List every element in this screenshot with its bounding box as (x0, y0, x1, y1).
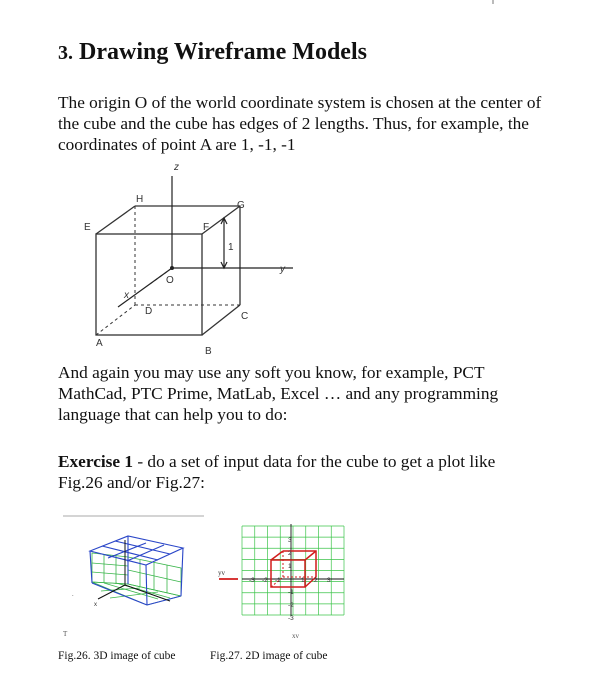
label-y: y (280, 264, 285, 275)
fig27-y-tick-label: -2 (288, 602, 294, 609)
fig27-y-tick-label: 3 (288, 537, 292, 544)
fig26-caption: Fig.26. 3D image of cube (58, 650, 176, 662)
section-title: Drawing Wireframe Models (79, 39, 367, 65)
label-unit: 1 (228, 242, 234, 253)
cube-wireframe-figure (70, 158, 310, 358)
section-heading (58, 38, 367, 67)
label-B: B (205, 346, 212, 357)
fig27-x-tick-label: 2 (314, 577, 318, 584)
fig27-y-tick-label: 1 (288, 563, 292, 570)
fig27-y-tick-label: 2 (288, 550, 292, 557)
label-A: A (96, 338, 103, 349)
label-origin: O (166, 275, 174, 286)
origin-marker (170, 266, 174, 270)
fig27-y-tick-label: -3 (288, 615, 294, 620)
fig27-y-tick-label: -1 (288, 589, 294, 596)
fig26-grid-line (128, 570, 181, 582)
exercise-text: - do a set of input data for the cube to get a plot like Fig.26 and/or Fig.27: (58, 452, 496, 492)
label-C: C (241, 311, 249, 322)
fig27-2d-cube-image (205, 520, 350, 620)
fig27-cube-edge (271, 551, 283, 560)
label-E: E (84, 222, 91, 233)
software-paragraph: And again you may use any soft you know, for example, PCT MathCad, PTC Prime, MatLab, Excel … and any programming language that can help you to do: (58, 363, 499, 424)
fig26-cube-face-bottom (92, 582, 181, 605)
fig26-3d-cube-image (62, 514, 206, 632)
fig26-axis-mark: . (72, 592, 74, 598)
x-axis (118, 268, 172, 307)
intro-paragraph: The origin O of the world coordinate system is chosen at the center of the cube and the cube has edges of 2 lengths. Thus, for example, the coordinates of point A are 1, -1, -1 (58, 93, 542, 154)
label-x: x (124, 290, 129, 301)
fig27-x-tick-label: 1 (301, 577, 305, 584)
fig26-grid-line (92, 563, 128, 566)
cube-edge-B-C (202, 305, 240, 335)
fig27-xv-label: xv (292, 632, 299, 640)
fig27-yv-label: yv (218, 569, 225, 577)
fig27-caption: Fig.27. 2D image of cube (210, 650, 328, 662)
exercise-label: Exercise 1 (58, 452, 134, 471)
label-H: H (136, 194, 144, 205)
cube-edge-E-H (96, 206, 135, 234)
fig27-x-tick-label: -1 (275, 577, 281, 584)
cube-hidden-edge-A-D (96, 305, 135, 335)
fig27-x-tick-label: -2 (262, 577, 268, 584)
fig26-cube-edge (146, 565, 147, 605)
label-z: z (174, 162, 179, 173)
label-D: D (145, 306, 153, 317)
label-G: G (237, 200, 245, 211)
fig26-grid-line (92, 572, 128, 575)
fig26-top-grid-line (127, 545, 164, 561)
fig27-x-tick-label: 3 (327, 577, 331, 584)
label-F: F (203, 222, 210, 233)
fig27-cube-edge (305, 551, 316, 560)
exercise-paragraph (58, 451, 544, 493)
fig27-x-tick-label: -3 (249, 577, 255, 584)
page-edge-mark (492, 0, 494, 4)
fig26-small-mark: T (63, 630, 68, 638)
fig26-top-grid-line (102, 546, 158, 560)
section-number: 3. (58, 42, 73, 64)
fig26-axis-mark: x (94, 602, 97, 608)
